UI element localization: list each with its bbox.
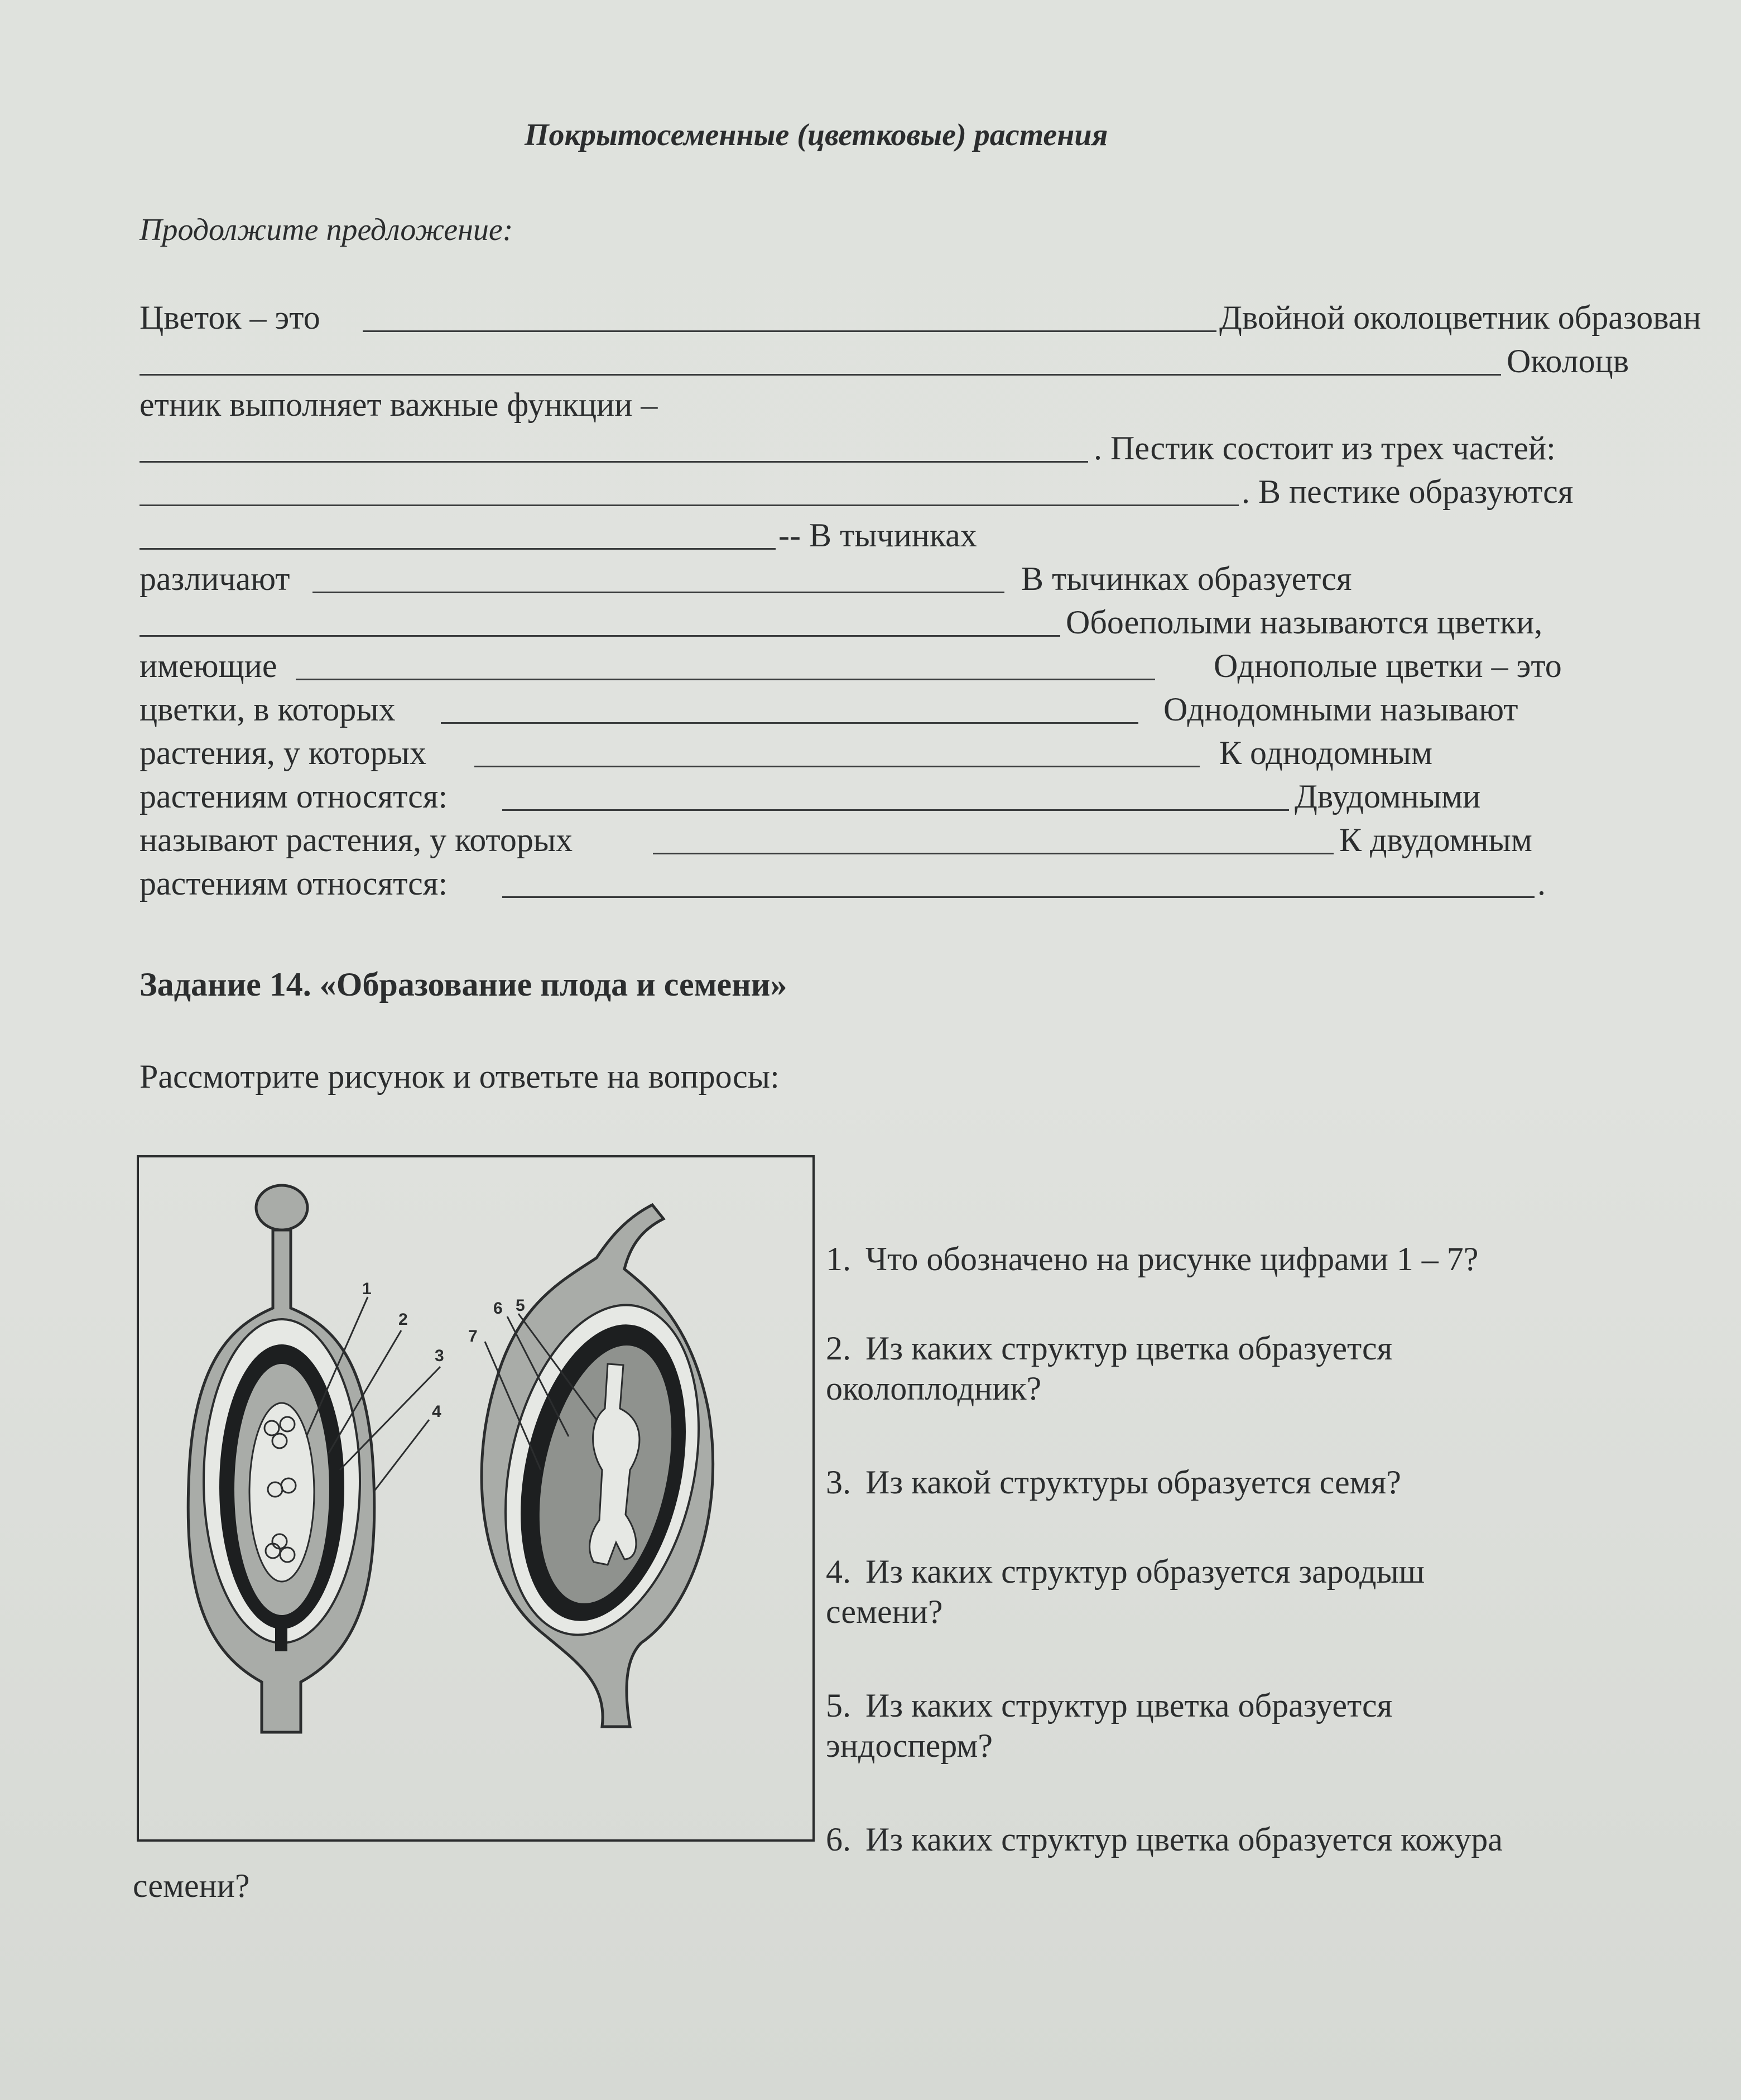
fill-text: К однодомным	[1219, 734, 1432, 771]
fill-text: . В пестике образуются	[1242, 473, 1574, 510]
fill-line-2	[140, 339, 1657, 383]
pistil-diagram	[188, 1185, 374, 1732]
question-text: Из каких структур цветка образуется	[865, 1687, 1393, 1724]
question-2	[826, 1328, 1392, 1409]
label-2: 2	[398, 1310, 408, 1329]
label-3: 3	[435, 1347, 444, 1365]
fill-line-12	[140, 775, 1657, 818]
question-text: Из каких структур образуется зародыш	[865, 1553, 1425, 1590]
question-text: Из какой структуры образуется семя?	[865, 1464, 1401, 1501]
fill-text: растения, у которых	[140, 734, 426, 771]
question-number: 6.	[826, 1821, 851, 1858]
fill-line-8	[140, 600, 1657, 644]
question-3	[826, 1462, 1401, 1502]
fill-text: .	[1537, 865, 1546, 902]
answer-blank[interactable]	[140, 504, 1239, 506]
subtitle: Продолжите предложение:	[140, 213, 513, 247]
fill-text: растениям относятся:	[140, 865, 448, 902]
fill-text: Околоцв	[1507, 343, 1629, 379]
answer-blank[interactable]	[474, 766, 1200, 767]
question-number: 3.	[826, 1464, 851, 1501]
fill-text: Двойной околоцветник образован	[1219, 299, 1701, 336]
answer-blank[interactable]	[140, 374, 1501, 376]
question-6	[826, 1819, 1503, 1859]
task-title: Задание 14. «Образование плода и семени»	[140, 966, 787, 1003]
label-7: 7	[468, 1327, 478, 1345]
seed-diagram	[477, 1205, 727, 1727]
page-title: Покрытосеменные (цветковые) растения	[525, 118, 1108, 152]
question-6-continuation: семени?	[133, 1867, 250, 1904]
fill-text: растениям относятся:	[140, 778, 448, 815]
fill-text: К двудомным	[1339, 821, 1532, 858]
fill-text: В тычинках образуется	[1021, 560, 1352, 597]
answer-blank[interactable]	[653, 853, 1334, 854]
fill-line-6	[140, 513, 1657, 557]
fill-text: Двудомными	[1295, 778, 1481, 815]
answer-blank[interactable]	[140, 461, 1088, 463]
fill-text: Однодомными называют	[1163, 691, 1518, 728]
fill-line-5	[140, 470, 1657, 513]
fill-line-14	[140, 862, 1657, 905]
answer-blank[interactable]	[363, 330, 1216, 332]
label-6: 6	[493, 1299, 503, 1318]
fill-text: различают	[140, 560, 290, 597]
fill-text: имеющие	[140, 647, 277, 684]
label-4: 4	[432, 1402, 441, 1421]
question-number: 4.	[826, 1553, 851, 1590]
answer-blank[interactable]	[140, 635, 1060, 637]
question-text: Из каких структур цветка образуется кожура	[865, 1821, 1503, 1858]
answer-blank[interactable]	[502, 896, 1535, 898]
fill-in-exercise	[140, 296, 1701, 905]
fill-line-9	[140, 644, 1657, 688]
answer-blank[interactable]	[140, 548, 776, 550]
question-text-cont: околоплодник?	[826, 1370, 1042, 1407]
answer-blank[interactable]	[502, 809, 1289, 811]
fill-line-1	[140, 296, 1701, 339]
question-4	[826, 1551, 1425, 1632]
fill-line-4	[140, 426, 1657, 470]
question-text: Что обозначено на рисунке цифрами 1 – 7?	[865, 1241, 1479, 1277]
question-number: 2.	[826, 1330, 851, 1367]
question-number: 1.	[826, 1241, 851, 1277]
fill-text: Обоеполыми называются цветки,	[1066, 604, 1543, 641]
question-5	[826, 1685, 1392, 1766]
fill-line-11	[140, 731, 1657, 775]
ovule-seed-figure	[137, 1155, 815, 1842]
answer-blank[interactable]	[441, 722, 1138, 724]
fill-text: етник выполняет важные функции –	[140, 386, 658, 423]
question-text: Из каких структур цветка образуется	[865, 1330, 1393, 1367]
question-text-cont: эндосперм?	[826, 1727, 993, 1764]
fill-line-13	[140, 818, 1657, 862]
label-5: 5	[516, 1296, 525, 1315]
question-1	[826, 1239, 1478, 1279]
answer-blank[interactable]	[312, 592, 1004, 593]
fill-line-10	[140, 688, 1657, 731]
fill-text: . Пестик состоит из трех частей:	[1094, 430, 1556, 467]
fill-line-7	[140, 557, 1657, 600]
answer-blank[interactable]	[296, 679, 1155, 680]
fill-line-3	[140, 383, 1657, 426]
task-instruction: Рассмотрите рисунок и ответьте на вопросы:	[140, 1058, 780, 1095]
fill-text: -- В тычинках	[778, 517, 977, 554]
fill-text: Цветок – это	[140, 299, 320, 336]
question-text-cont: семени?	[826, 1593, 943, 1630]
fill-text: цветки, в которых	[140, 691, 396, 728]
diagram-drawing	[139, 1157, 812, 1839]
label-1: 1	[362, 1280, 372, 1298]
fill-text: Однополые цветки – это	[1214, 647, 1562, 684]
question-number: 5.	[826, 1687, 851, 1724]
fill-text: называют растения, у которых	[140, 821, 573, 858]
